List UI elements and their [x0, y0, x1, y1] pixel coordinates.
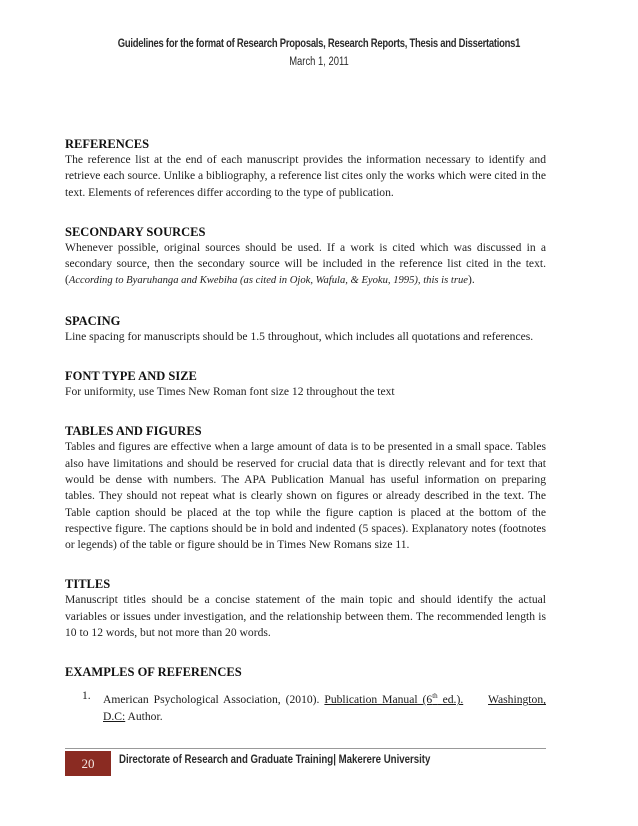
section-body: The reference list at the end of each manuscript provides the information necessary to identify and retrieve each source. Unlike a bibliography, a reference list cites only the works which were cited in the text. Elements of references differ according to the type of publication. [65, 153, 546, 199]
section-examples [65, 664, 546, 724]
section-body: For uniformity, use Times New Roman font size 12 throughout the text [65, 385, 395, 399]
section-heading: EXAMPLES OF REFERENCES [65, 665, 242, 680]
section-heading: SECONDARY SOURCES [65, 224, 206, 239]
page-number: 20 [65, 751, 111, 776]
header-title: Guidelines for the format of Research Proposals, Research Reports, Thesis and Dissertations1 [117, 38, 521, 50]
section-secondary-sources [65, 224, 546, 290]
section-spacing [65, 313, 546, 345]
section-heading: TABLES AND FIGURES [65, 424, 202, 439]
document-body [65, 136, 546, 748]
ref-author: American Psychological Association, (2010). [103, 693, 325, 707]
list-item [65, 688, 546, 724]
citation-example: According to Byaruhanga and Kwebiha (as cited in Ojok, Wafula, & Eyoku, 1995), this is true [68, 275, 468, 287]
section-heading: TITLES [65, 577, 111, 592]
section-heading: SPACING [65, 313, 121, 328]
section-heading: FONT TYPE AND SIZE [65, 369, 197, 384]
section-body [65, 240, 546, 290]
ref-publisher: Author. [125, 709, 163, 723]
footer-text: Directorate of Research and Graduate Training| Makerere University [119, 754, 431, 766]
section-text: Whenever possible, original sources should be used. If a work is cited which was discussed in a secondary source, then the secondary source will be included in the reference list cited in the text. ( [65, 240, 546, 287]
section-tables-figures [65, 423, 546, 553]
section-heading: REFERENCES [65, 137, 150, 151]
section-body: Tables and figures are effective when a large amount of data is to be presented in a small space. Tables also have limitations and should be reserved for crucial data that is directly relevant and for text that would be dense with numbers. The APA Publication Manual has useful information on preparing tables. They should not repeat what is clearly shown on figures or already described in the text. The Table caption should be placed at the top while the figure caption is placed at the bottom of the respective figure. The captions should be in bold and indented (5 spaces). Explanatory notes (footnotes or legends) of the table or figure should be in Times New Romans size 11. [65, 440, 546, 552]
section-text-end: ). [467, 273, 475, 287]
section-titles [65, 576, 546, 641]
section-references [65, 136, 546, 201]
header-date: March 1, 2011 [289, 56, 349, 68]
list-number: 1. [82, 689, 91, 703]
section-body: Line spacing for manuscripts should be 1.5 throughout, which includes all quotations and references. [65, 329, 534, 343]
ref-title: Publication Manual (6th ed.). [324, 692, 464, 707]
reference-list [65, 688, 546, 724]
section-font-type [65, 368, 546, 400]
page-header [0, 38, 638, 68]
section-body: Manuscript titles should be a concise statement of the main topic and should identify the actual variables or issues under investigation, and the relationship between them. The recommended length is 10 to 12 words, but not more than 20 words. [65, 593, 546, 640]
footer-divider [65, 748, 546, 749]
ref-place: Washington, D.C: [103, 693, 547, 723]
